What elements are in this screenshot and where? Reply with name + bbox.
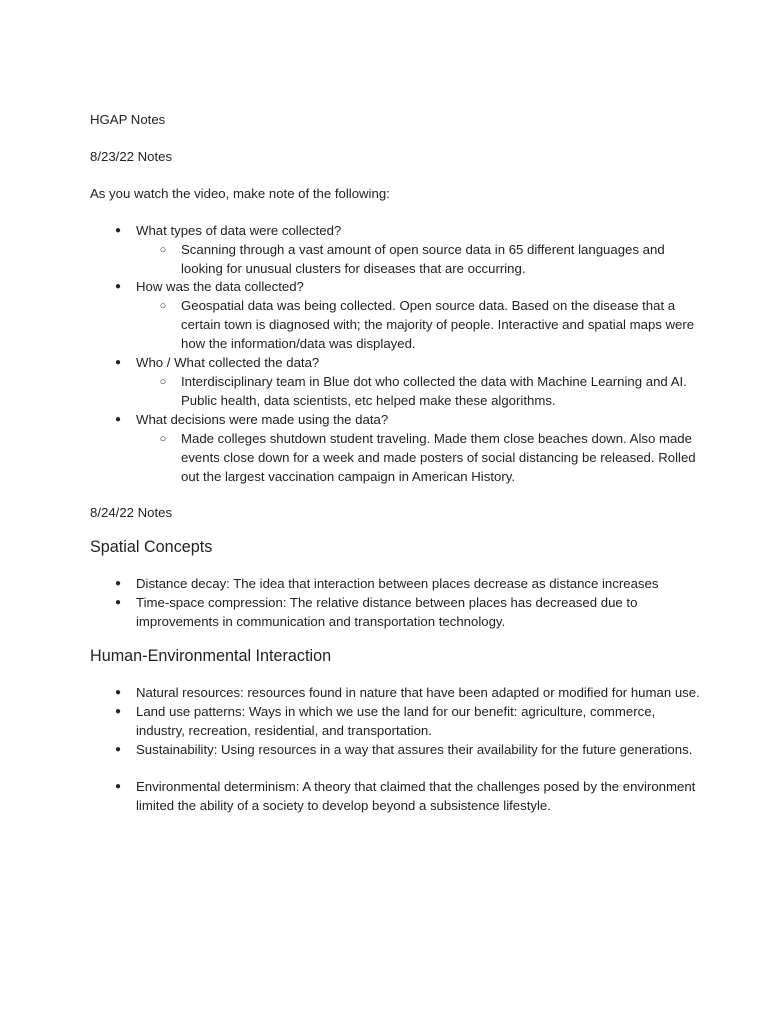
list-item	[90, 741, 700, 760]
list-item	[90, 684, 700, 703]
doc-title: HGAP Notes	[90, 112, 166, 127]
bullet-icon: ●	[114, 357, 122, 369]
answer-text: Made colleges shutdown student traveling. Made them close beaches down. Also made events close down for a week and made posters of social distancing be released. Rolled out the largest vaccination campaign in American History.	[181, 430, 696, 484]
question-text: Who / What collected the data?	[136, 355, 320, 371]
question-text: How was the data collected?	[136, 279, 304, 295]
answer-item	[90, 297, 700, 354]
hollow-bullet-icon: ○	[159, 300, 167, 313]
list-item	[90, 278, 700, 354]
list-item	[90, 778, 700, 816]
bullet-icon: ●	[114, 413, 122, 425]
question-text: What types of data were collected?	[136, 222, 342, 238]
date-heading-1: 8/23/22 Notes	[90, 148, 173, 164]
bullet-icon: ●	[114, 705, 122, 717]
list-item-text: Distance decay: The idea that interaction between places decrease as distance increases	[136, 576, 659, 592]
human-environmental-list	[90, 684, 700, 760]
list-item-text: Land use patterns: Ways in which we use the land for our benefit: agriculture, commerce, industry, recreation, residential, and transportation.	[136, 703, 656, 738]
human-environmental-list-continued	[90, 778, 700, 816]
bullet-icon: ●	[114, 597, 122, 609]
intro-text: As you watch the video, make note of the following:	[90, 185, 390, 201]
document-page	[90, 111, 700, 815]
answer-item	[90, 241, 700, 279]
hollow-bullet-icon: ○	[159, 432, 167, 445]
answer-text: Scanning through a vast amount of open source data in 65 different languages and looking for unusual clusters for diseases that are occurring.	[181, 241, 665, 276]
list-item-text: Sustainability: Using resources in a way that assures their availability for the future generations.	[136, 741, 693, 757]
bullet-icon: ●	[114, 687, 122, 699]
bullet-icon: ●	[114, 224, 122, 236]
date-heading-2: 8/24/22 Notes	[90, 505, 173, 521]
list-item-text: Environmental determinism: A theory that claimed that the challenges posed by the environment limited the ability of a society to develop beyond a subsistence lifestyle.	[136, 778, 696, 813]
list-item	[90, 411, 700, 487]
question-text: What decisions were made using the data?	[136, 411, 389, 427]
section-heading-human-environmental: Human-Environmental Interaction	[90, 647, 332, 666]
bullet-icon: ●	[114, 578, 122, 590]
answer-text: Geospatial data was being collected. Open source data. Based on the disease that a certain town is diagnosed with; the majority of people. Interactive and spatial maps were how the information/data was displayed.	[181, 298, 695, 352]
list-item	[90, 354, 700, 411]
bullet-icon: ●	[114, 780, 122, 792]
hollow-bullet-icon: ○	[159, 243, 167, 256]
answer-text: Interdisciplinary team in Blue dot who collected the data with Machine Learning and AI. Public health, data scientists, etc helped make these algorithms.	[181, 373, 687, 408]
answer-item	[90, 373, 700, 411]
hollow-bullet-icon: ○	[159, 375, 167, 388]
answer-item	[90, 430, 700, 487]
list-item	[90, 594, 700, 632]
list-item-text: Natural resources: resources found in nature that have been adapted or modified for human use.	[136, 685, 700, 701]
list-item-text: Time-space compression: The relative distance between places has decreased due to improvements in communication and transportation technology.	[136, 595, 638, 630]
list-item	[90, 575, 700, 594]
list-item	[90, 222, 700, 279]
questions-list	[90, 222, 700, 487]
list-item	[90, 703, 700, 741]
section-heading-spatial-concepts: Spatial Concepts	[90, 538, 213, 557]
bullet-icon: ●	[114, 281, 122, 293]
bullet-icon: ●	[114, 743, 122, 755]
spatial-concepts-list	[90, 575, 700, 632]
